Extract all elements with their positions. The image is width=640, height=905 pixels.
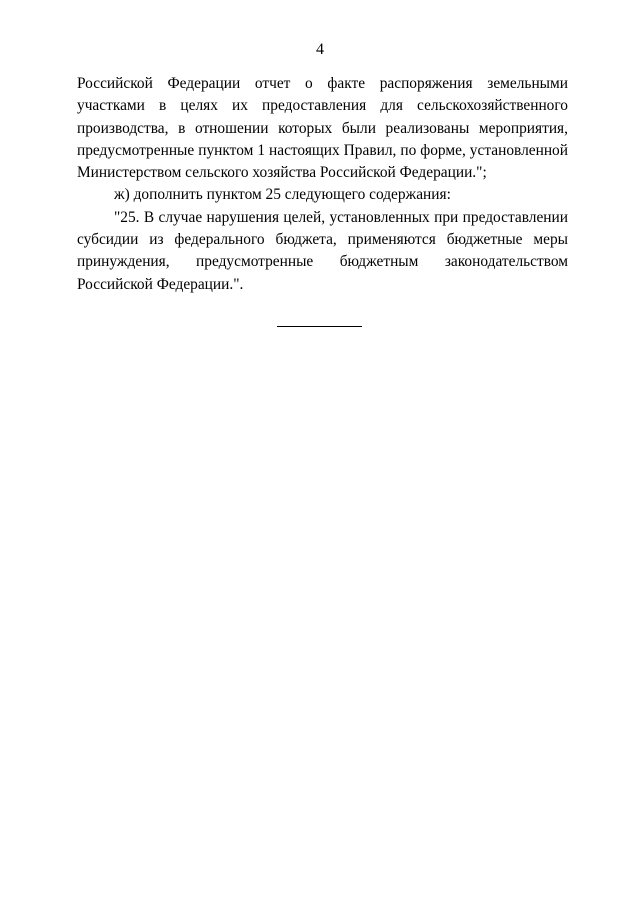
text-line: субсидии из федерального бюджета, применяются бюджетные меры	[77, 231, 568, 249]
paragraph-point-25	[77, 207, 568, 296]
text-line: предусмотренные пунктом 1 настоящих Правил, по форме, установленной	[77, 141, 568, 159]
text-line: участками в целях их предоставления для сельскохозяйственного	[77, 97, 568, 115]
paragraph-continuation	[77, 73, 568, 184]
text-line: ж) дополнить пунктом 25 следующего содержания:	[114, 186, 451, 204]
text-line: принуждения, предусмотренные бюджетным законодательством	[77, 253, 568, 271]
text-line: Российской Федерации.".	[77, 275, 244, 293]
paragraph-item-zh	[77, 184, 568, 206]
text-line: Министерством сельского хозяйства Российской Федерации.";	[77, 164, 487, 182]
end-separator-line	[277, 326, 362, 327]
page-number: 4	[316, 41, 324, 58]
text-line: производства, в отношении которых были реализованы мероприятия,	[77, 119, 568, 137]
text-line: Российской Федерации отчет о факте распоряжения земельными	[77, 75, 568, 92]
text-line: "25. В случае нарушения целей, установленных при предоставлении	[114, 208, 568, 226]
document-body	[77, 73, 568, 296]
